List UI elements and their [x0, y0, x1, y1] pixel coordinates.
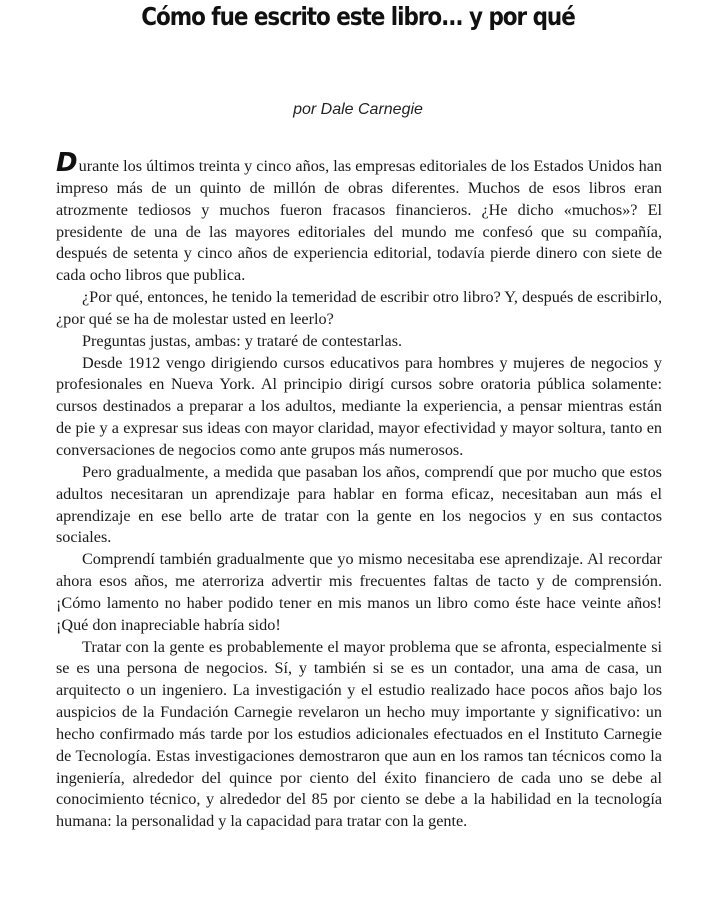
paragraph: [56, 148, 662, 287]
paragraph: Desde 1912 vengo dirigiendo cursos educativos para hombres y mujeres de negocios y profesionales en Nueva York. Al principio dirigí cursos sobre oratoria pública solamente: cursos destinados a preparar a los adultos, mediante la experiencia, a pensar mientras están de pie y a expresar sus ideas con mayor claridad, mayor efectividad y mayor soltura, tanto en conversaciones de negocios como ante grupos más numerosos.: [56, 353, 662, 459]
paragraph: Preguntas justas, ambas: y trataré de contestarlas.: [82, 331, 403, 350]
paragraph: Pero gradualmente, a medida que pasaban los años, comprendí que por mucho que estos adultos necesitaran un aprendizaje para hablar en forma eficaz, necesitaban aun más el aprendizaje en ese bello arte de tratar con la gente en los negocios y en sus contactos sociales.: [56, 462, 662, 547]
paragraph: Comprendí también gradualmente que yo mismo necesitaba ese aprendizaje. Al recordar ahora esos años, me aterroriza advertir mis frecuentes faltas de tacto y de comprensión. ¡Cómo lamento no haber podido tener en mis manos un libro como éste hace veinte años! ¡Qué don inapreciable habría sido!: [56, 550, 662, 634]
paragraph-text: urante los últimos treinta y cinco años, las empresas editoriales de los Estados Unidos han impreso más de un quinto de millón de obras diferentes. Muchos de esos libros eran atrozmente tediosos y muchos fueron fracasos financieros. ¿He dicho «muchos»? El presidente de una de las mayores editoriales del mundo me confesó que su compañía, después de setenta y cinco años de experiencia editorial, todavía pierde dinero con siete de cada ocho libros que publica.: [56, 157, 662, 285]
author-byline: por Dale Carnegie: [293, 101, 423, 118]
chapter-title: Cómo fue escrito este libro... y por qué: [141, 2, 575, 31]
body-text: [56, 148, 662, 833]
paragraph: ¿Por qué, entonces, he tenido la temeridad de escribir otro libro? Y, después de escribirlo, ¿por qué se ha de molestar usted en leerlo?: [56, 288, 662, 328]
paragraph: Tratar con la gente es probablemente el mayor problema que se afronta, especialmente si se es una persona de negocios. Sí, y también si se es un contador, una ama de casa, un arquitecto o un ingeniero. La investigación y el estudio realizado hace pocos años bajo los auspicios de la Fundación Carnegie revelaron un hecho muy importante y significativo: un hecho confirmado más tarde por los estudios adicionales efectuados en el Instituto Carnegie de Tecnología. Estas investigaciones demostraron que aun en los ramos tan técnicos como la ingeniería, alrededor del quince por ciento del éxito financiero de cada uno se debe al conocimiento técnico, y alrededor del 85 por ciento se debe a la habilidad en la tecnología humana: la personalidad y la capacidad para tratar con la gente.: [56, 637, 662, 831]
drop-cap: D: [56, 148, 79, 178]
